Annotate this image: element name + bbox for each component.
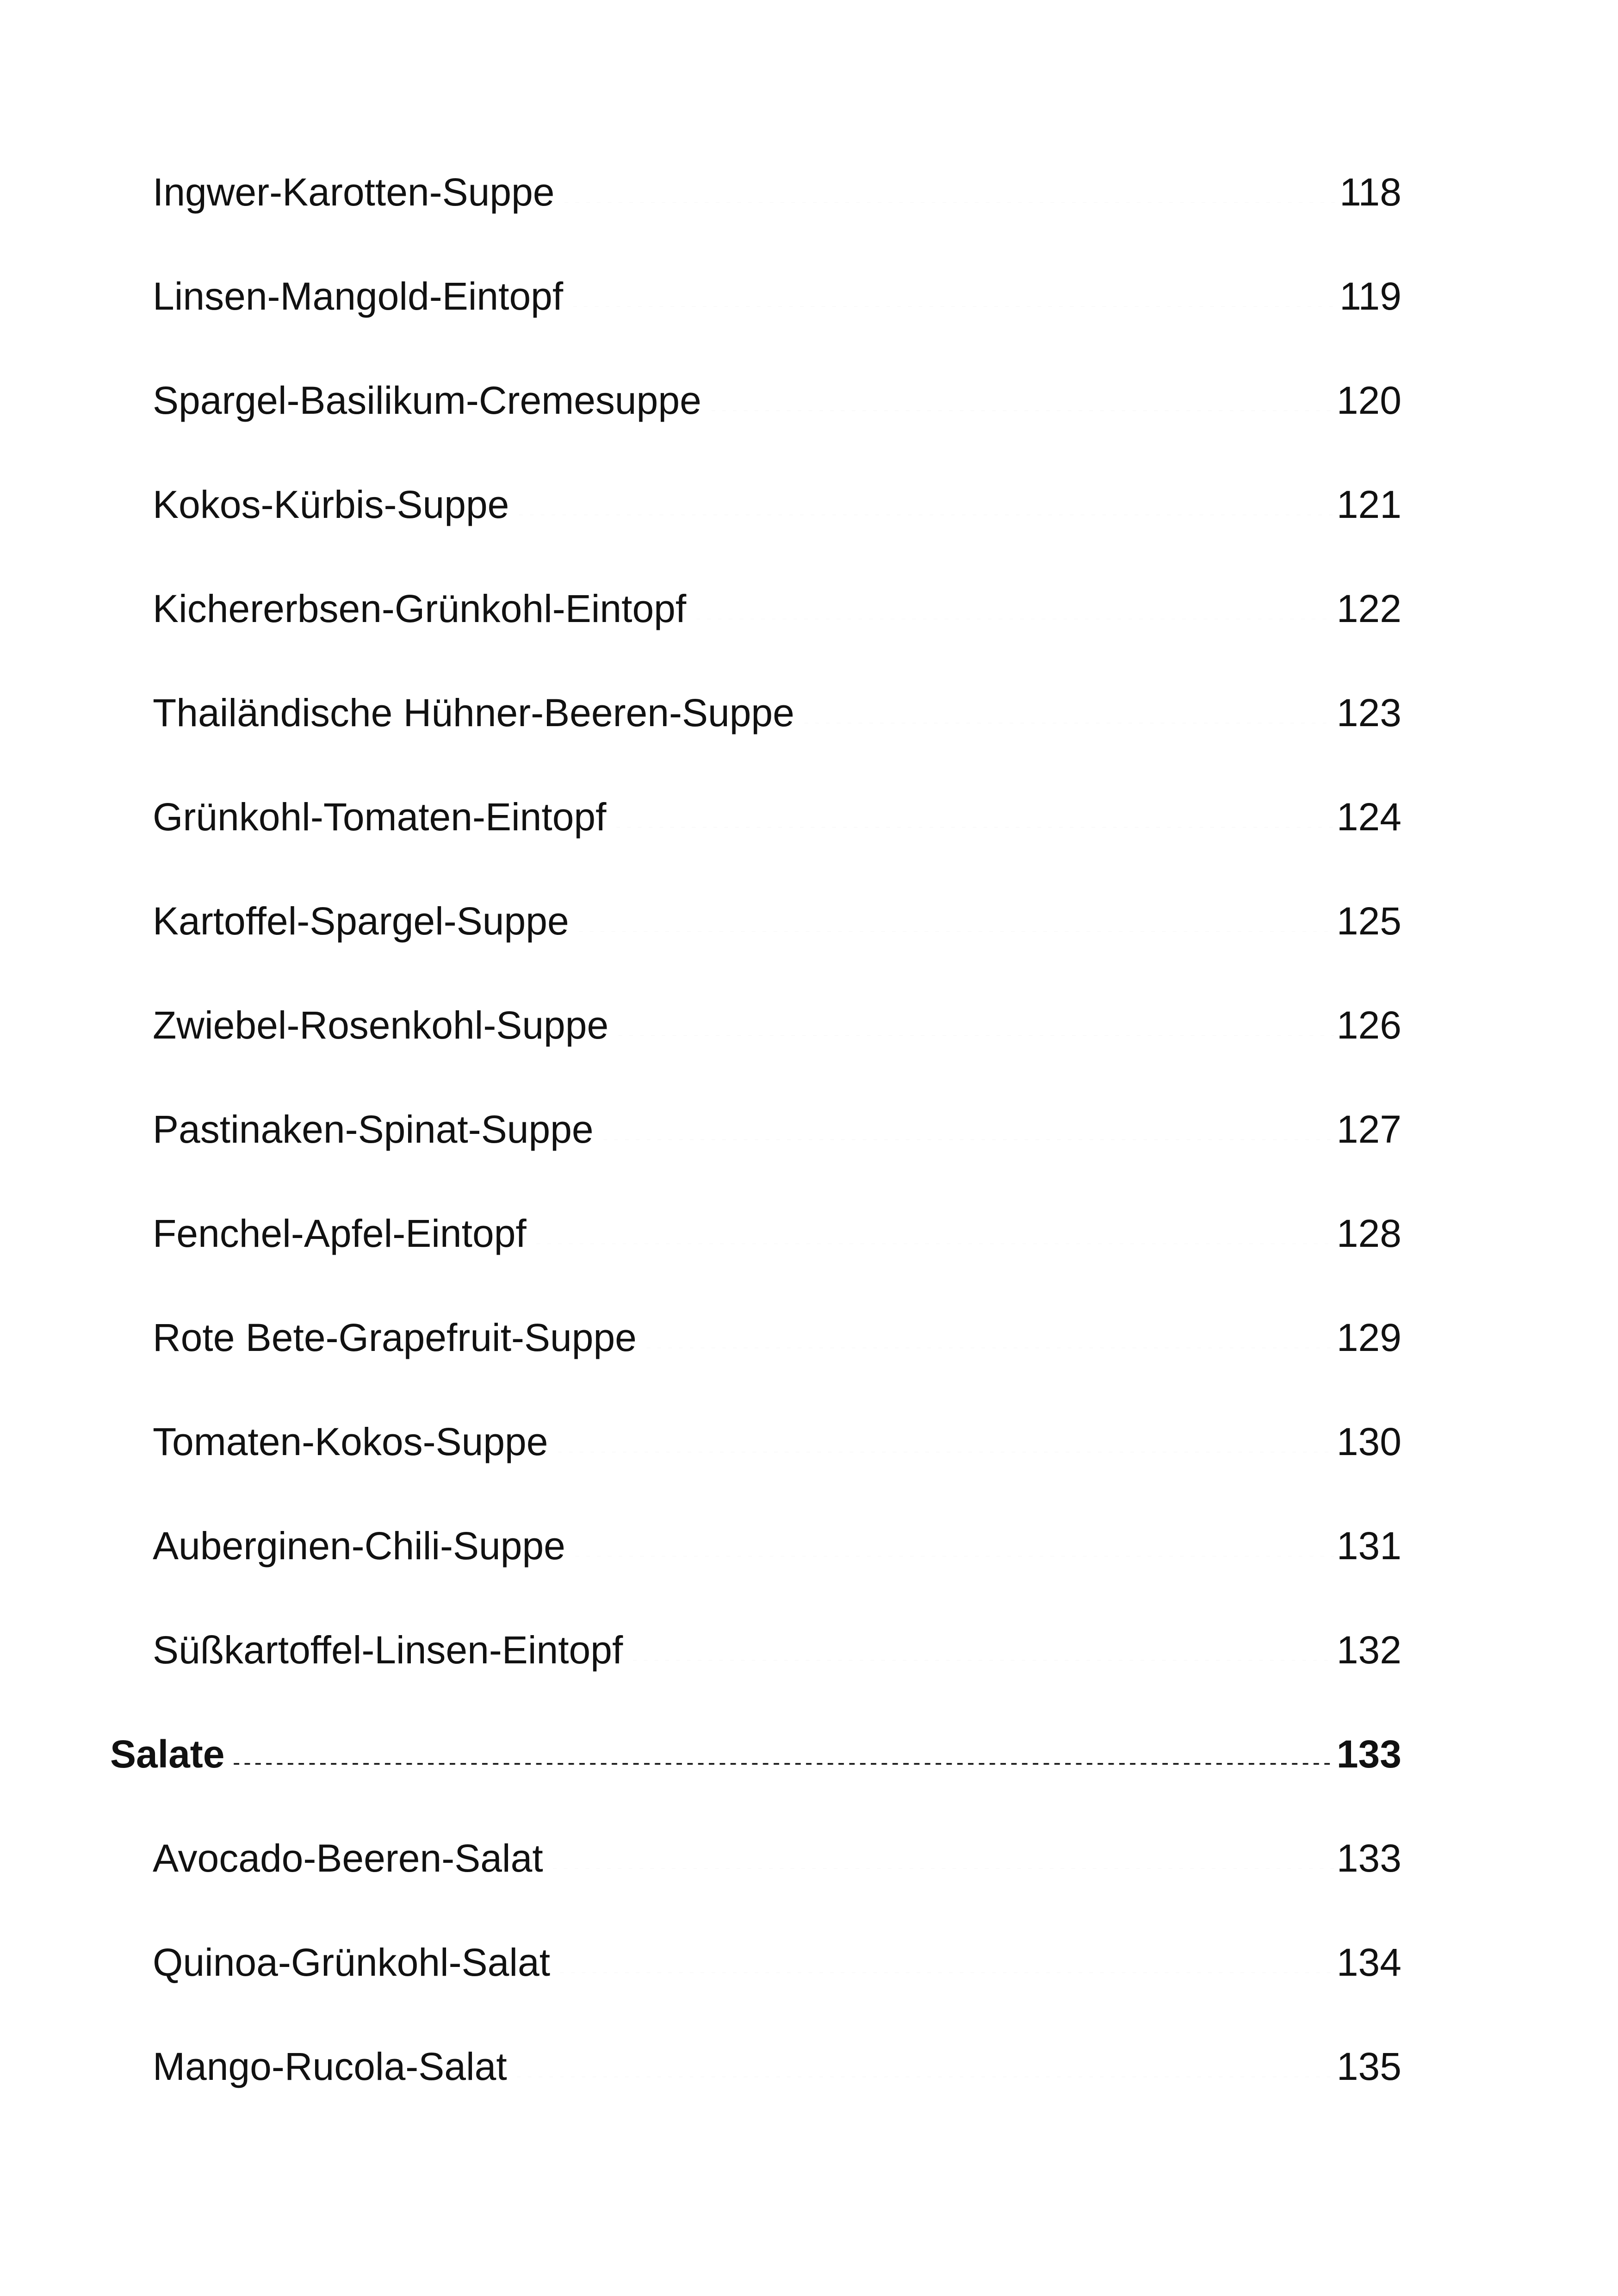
dot-leader bbox=[576, 913, 1334, 932]
dot-leader bbox=[557, 1954, 1334, 1973]
toc-entry[interactable] bbox=[153, 1002, 1401, 1048]
toc-entry-title: Grünkohl-Tomaten-Eintopf bbox=[153, 795, 607, 839]
toc-section-entry[interactable] bbox=[110, 1731, 1401, 1777]
toc-entry-page: 132 bbox=[1336, 1628, 1401, 1672]
toc-entry[interactable] bbox=[153, 1627, 1401, 1673]
toc-entry[interactable] bbox=[153, 898, 1401, 944]
toc-entry-page: 134 bbox=[1336, 1941, 1401, 1984]
dot-leader bbox=[561, 184, 1337, 203]
toc-entry-page: 122 bbox=[1336, 587, 1401, 630]
toc-entry[interactable] bbox=[153, 1939, 1401, 1985]
dot-leader bbox=[615, 1017, 1334, 1036]
toc-entry[interactable] bbox=[153, 1314, 1401, 1361]
dot-leader bbox=[572, 1538, 1334, 1556]
toc-entry-page: 125 bbox=[1336, 899, 1401, 943]
toc-entry-title: Avocado-Beeren-Salat bbox=[153, 1836, 543, 1880]
toc-entry-title: Thailändische Hühner-Beeren-Suppe bbox=[153, 691, 794, 734]
toc-entry-title: Tomaten-Kokos-Suppe bbox=[153, 1420, 548, 1463]
toc-entry-title: Kichererbsen-Grünkohl-Eintopf bbox=[153, 587, 687, 630]
dot-leader bbox=[708, 392, 1334, 411]
toc-entry-page: 126 bbox=[1336, 1003, 1401, 1047]
dot-leader bbox=[231, 1746, 1334, 1765]
toc-entry-page: 119 bbox=[1339, 274, 1401, 318]
dot-leader bbox=[533, 1226, 1334, 1244]
toc-section-title: Salate bbox=[110, 1732, 225, 1776]
dot-leader bbox=[514, 2059, 1334, 2077]
toc-entry[interactable] bbox=[153, 1106, 1401, 1152]
toc-entry-page: 127 bbox=[1336, 1108, 1401, 1151]
toc-entry-title: Rote Bete-Grapefruit-Suppe bbox=[153, 1316, 637, 1359]
toc-entry-page: 128 bbox=[1336, 1212, 1401, 1255]
dot-leader bbox=[554, 1434, 1333, 1452]
dot-leader bbox=[629, 1642, 1334, 1661]
toc-entry[interactable] bbox=[153, 794, 1401, 840]
toc-entry-page: 135 bbox=[1336, 2045, 1401, 2088]
toc-entry[interactable] bbox=[153, 2043, 1401, 2090]
dot-leader bbox=[801, 705, 1334, 723]
toc-entry[interactable] bbox=[153, 377, 1401, 423]
toc-entry-title: Spargel-Basilikum-Cremesuppe bbox=[153, 379, 701, 422]
toc-section-page: 133 bbox=[1336, 1732, 1401, 1776]
toc-entry-page: 130 bbox=[1336, 1420, 1401, 1463]
toc-entry-page: 120 bbox=[1336, 379, 1401, 422]
dot-leader bbox=[600, 1121, 1334, 1140]
toc-entry-page: 129 bbox=[1336, 1316, 1401, 1359]
dot-leader bbox=[613, 809, 1333, 828]
toc-entry[interactable] bbox=[153, 1419, 1401, 1465]
toc-entry-title: Kokos-Kürbis-Suppe bbox=[153, 483, 509, 526]
toc-entry-title: Quinoa-Grünkohl-Salat bbox=[153, 1941, 551, 1984]
dot-leader bbox=[570, 288, 1337, 307]
toc-entry-page: 121 bbox=[1336, 483, 1401, 526]
toc-entry[interactable] bbox=[153, 1210, 1401, 1257]
toc-entry[interactable] bbox=[153, 690, 1401, 736]
toc-entry-title: Pastinaken-Spinat-Suppe bbox=[153, 1108, 594, 1151]
toc-entry-title: Kartoffel-Spargel-Suppe bbox=[153, 899, 569, 943]
toc-entry[interactable] bbox=[153, 169, 1401, 215]
toc-entry-title: Linsen-Mangold-Eintopf bbox=[153, 274, 564, 318]
toc-entry-title: Zwiebel-Rosenkohl-Suppe bbox=[153, 1003, 609, 1047]
toc-entry[interactable] bbox=[153, 1835, 1401, 1881]
dot-leader bbox=[643, 1330, 1334, 1348]
toc-entry-page: 123 bbox=[1336, 691, 1401, 734]
dot-leader bbox=[515, 497, 1333, 515]
dot-leader bbox=[550, 1850, 1334, 1869]
toc-entry-title: Süßkartoffel-Linsen-Eintopf bbox=[153, 1628, 623, 1672]
toc-entry-page: 133 bbox=[1336, 1836, 1401, 1880]
toc-entry-title: Mango-Rucola-Salat bbox=[153, 2045, 507, 2088]
toc-entry[interactable] bbox=[153, 1523, 1401, 1569]
toc-entry-title: Fenchel-Apfel-Eintopf bbox=[153, 1212, 527, 1255]
toc-entry-title: Auberginen-Chili-Suppe bbox=[153, 1524, 565, 1568]
toc-entry-page: 118 bbox=[1339, 170, 1401, 214]
toc-entry-title: Ingwer-Karotten-Suppe bbox=[153, 170, 555, 214]
toc-entry[interactable] bbox=[153, 481, 1401, 528]
toc-entry-page: 131 bbox=[1336, 1524, 1401, 1568]
toc-entry[interactable] bbox=[153, 273, 1401, 319]
dot-leader bbox=[693, 601, 1334, 619]
toc-entry-page: 124 bbox=[1336, 795, 1401, 839]
toc-entry[interactable] bbox=[153, 585, 1401, 632]
